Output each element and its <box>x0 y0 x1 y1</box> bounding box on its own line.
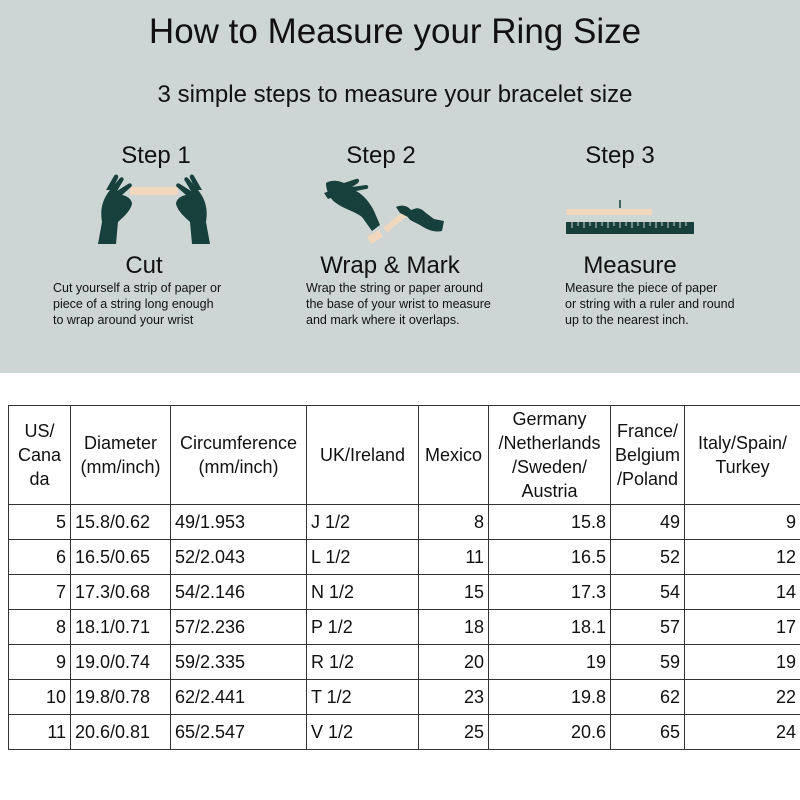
cell-circumference: 57/2.236 <box>171 610 307 645</box>
cell-circumference: 59/2.335 <box>171 645 307 680</box>
ring-size-table <box>8 405 800 750</box>
hands-wrapping-wrist-icon <box>322 175 446 247</box>
cell-france: 62 <box>611 680 685 715</box>
cell-france: 57 <box>611 610 685 645</box>
cell-circumference: 49/1.953 <box>171 505 307 540</box>
step-2-title: Step 2 <box>346 142 416 169</box>
cell-uk: L 1/2 <box>307 540 419 575</box>
cell-uk: J 1/2 <box>307 505 419 540</box>
table-row <box>9 715 800 750</box>
step-1-title: Step 1 <box>121 142 191 169</box>
cell-mexico: 8 <box>419 505 489 540</box>
step-2-name: Wrap & Mark <box>320 252 460 279</box>
cell-france: 49 <box>611 505 685 540</box>
cell-us: 5 <box>9 505 71 540</box>
hands-holding-strip-icon <box>92 170 216 246</box>
cell-us: 6 <box>9 540 71 575</box>
cell-italy: 12 <box>685 540 800 575</box>
step-3-description: Measure the piece of paper or string with a ruler and round up to the nearest inch. <box>565 281 735 327</box>
cell-us: 7 <box>9 575 71 610</box>
cell-mexico: 20 <box>419 645 489 680</box>
cell-italy: 24 <box>685 715 800 750</box>
table-row <box>9 610 800 645</box>
cell-italy: 17 <box>685 610 800 645</box>
header-mexico: Mexico <box>419 406 489 505</box>
cell-diameter: 18.1/0.71 <box>71 610 171 645</box>
cell-germany: 15.8 <box>489 505 611 540</box>
cell-diameter: 19.0/0.74 <box>71 645 171 680</box>
cell-diameter: 20.6/0.81 <box>71 715 171 750</box>
ruler-icon <box>564 200 696 238</box>
cell-uk: V 1/2 <box>307 715 419 750</box>
cell-italy: 14 <box>685 575 800 610</box>
cell-mexico: 23 <box>419 680 489 715</box>
header-us-canada: US/ Cana da <box>9 406 71 505</box>
cell-circumference: 65/2.547 <box>171 715 307 750</box>
header-italy: Italy/Spain/ Turkey <box>685 406 800 505</box>
cell-circumference: 54/2.146 <box>171 575 307 610</box>
cell-germany: 19 <box>489 645 611 680</box>
cell-germany: 17.3 <box>489 575 611 610</box>
cell-germany: 16.5 <box>489 540 611 575</box>
table-header-row <box>9 406 800 505</box>
cell-us: 10 <box>9 680 71 715</box>
step-1-description: Cut yourself a strip of paper or piece of a string long enough to wrap around your wrist <box>53 281 222 327</box>
table-row <box>9 680 800 715</box>
step-1-name: Cut <box>125 252 163 279</box>
cell-france: 52 <box>611 540 685 575</box>
page-title: How to Measure your Ring Size <box>148 12 642 51</box>
cell-diameter: 16.5/0.65 <box>71 540 171 575</box>
ring-size-table-container <box>0 405 800 750</box>
cell-mexico: 18 <box>419 610 489 645</box>
instructions-panel <box>0 0 800 373</box>
cell-mexico: 11 <box>419 540 489 575</box>
step-2-description: Wrap the string or paper around the base of your wrist to measure and mark where it overlaps. <box>306 281 491 327</box>
cell-circumference: 62/2.441 <box>171 680 307 715</box>
table-row <box>9 540 800 575</box>
cell-mexico: 25 <box>419 715 489 750</box>
cell-germany: 19.8 <box>489 680 611 715</box>
cell-diameter: 17.3/0.68 <box>71 575 171 610</box>
header-diameter: Diameter (mm/inch) <box>71 406 171 505</box>
table-row <box>9 505 800 540</box>
cell-france: 54 <box>611 575 685 610</box>
cell-diameter: 19.8/0.78 <box>71 680 171 715</box>
table-row <box>9 575 800 610</box>
cell-uk: T 1/2 <box>307 680 419 715</box>
cell-us: 11 <box>9 715 71 750</box>
header-france: France/ Belgium /Poland <box>611 406 685 505</box>
cell-uk: R 1/2 <box>307 645 419 680</box>
step-3-name: Measure <box>583 252 677 279</box>
cell-france: 65 <box>611 715 685 750</box>
step-3-title: Step 3 <box>585 142 655 169</box>
cell-italy: 22 <box>685 680 800 715</box>
cell-germany: 18.1 <box>489 610 611 645</box>
cell-uk: P 1/2 <box>307 610 419 645</box>
table-row <box>9 645 800 680</box>
cell-us: 9 <box>9 645 71 680</box>
header-uk-ireland: UK/Ireland <box>307 406 419 505</box>
cell-uk: N 1/2 <box>307 575 419 610</box>
cell-germany: 20.6 <box>489 715 611 750</box>
header-germany: Germany /Netherlands /Sweden/ Austria <box>489 406 611 505</box>
cell-italy: 19 <box>685 645 800 680</box>
cell-diameter: 15.8/0.62 <box>71 505 171 540</box>
cell-france: 59 <box>611 645 685 680</box>
cell-mexico: 15 <box>419 575 489 610</box>
cell-italy: 9 <box>685 505 800 540</box>
page-subtitle: 3 simple steps to measure your bracelet size <box>157 81 633 108</box>
cell-us: 8 <box>9 610 71 645</box>
header-circumference: Circumference (mm/inch) <box>171 406 307 505</box>
cell-circumference: 52/2.043 <box>171 540 307 575</box>
